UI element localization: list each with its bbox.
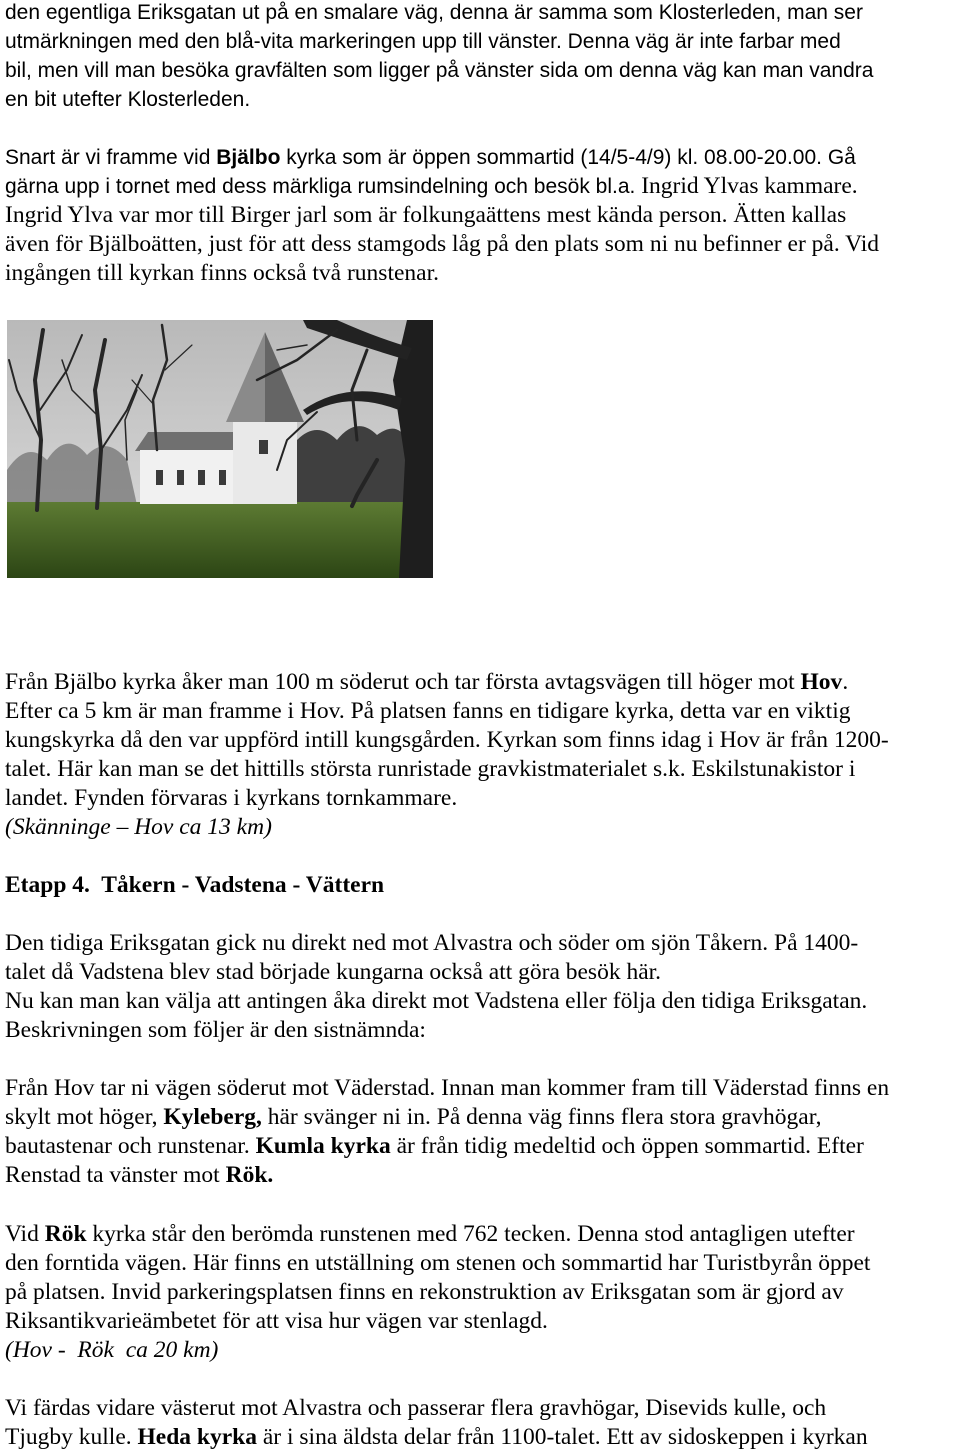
place-name-bold: Rök [44, 1221, 87, 1247]
text-run: kyrka som är öppen sommartid (14/5-4/9) kl. 08.00-20.00. Gå [280, 146, 856, 169]
text-line: Nu kan man kan välja att antingen åka direkt mot Vadstena eller följa den tidiga Eriksgatan. [5, 988, 868, 1014]
paragraph-vaderstad [5, 1074, 955, 1190]
text-line: talet. Här kan man se det hittills största runristade gravkistmaterialet s.k. Eskilstunakistor i [5, 756, 856, 782]
text-run: Från Bjälbo kyrka åker man 100 m söderut och tar första avtagsvägen till höger mot [5, 669, 801, 695]
paragraph-rok [5, 1220, 955, 1365]
church-nave-roof [135, 432, 245, 451]
text-line: den egentliga Eriksgatan ut på en smalare väg, denna är samma som Klosterleden, man ser [5, 1, 863, 24]
church-window [177, 470, 184, 485]
distant-treeline [7, 444, 137, 510]
place-name-bold: Kumla kyrka [255, 1133, 391, 1159]
text-line: ingången till kyrkan finns också två runstenar. [5, 260, 439, 286]
text-run: bautastenar och runstenar. [5, 1133, 256, 1159]
text-line [5, 1161, 955, 1190]
church-photo [7, 320, 433, 578]
text-line [5, 668, 955, 697]
text-line: Från Hov tar ni vägen söderut mot Väderstad. Innan man kommer fram till Väderstad finns en [5, 1075, 890, 1101]
place-name-bold: Bjälbo [216, 146, 281, 169]
text-line: Efter ca 5 km är man framme i Hov. På platsen fanns en tidigare kyrka, detta var en viktig [5, 698, 851, 724]
paragraph-alvastra [5, 1394, 955, 1452]
place-name-bold: Kyleberg, [163, 1104, 262, 1130]
distance-note: (Skänninge – Hov ca 13 km) [5, 814, 272, 840]
tower-body [233, 418, 297, 504]
text-line: talet då Vadstena blev stad började kungarna också att göra besök här. [5, 959, 662, 985]
text-line: Ingrid Ylva var mor till Birger jarl som är folkungaättens mest kända person. Ätten kallas [5, 202, 847, 228]
paragraph-bjalbo-kyrka [5, 143, 955, 288]
text-run: skylt mot höger, [5, 1104, 164, 1130]
church-window [156, 470, 163, 485]
text-run: är från tidig medeltid och öppen sommartid. Efter [390, 1133, 864, 1159]
place-name-bold: Rök. [225, 1162, 274, 1188]
text-line: utmärkningen med den blå-vita markeringen upp till vänster. Denna väg är inte farbar med [5, 30, 841, 53]
text-line [5, 1132, 955, 1161]
text-line [5, 172, 955, 201]
text-line [5, 1423, 955, 1452]
text-line: även för Bjälboätten, just för att dess stamgods låg på den plats som ni nu befinner er på. Vid [5, 231, 879, 257]
text-run: Snart är vi framme vid [5, 146, 217, 169]
text-run: kyrka står den berömda runstenen med 762 tecken. Denna stod antagligen utefter [86, 1221, 855, 1247]
paragraph-takern [5, 929, 955, 1045]
text-line [5, 1220, 955, 1249]
text-run: Ingrid Ylvas kammare. [635, 173, 858, 199]
text-run: Vid [5, 1221, 45, 1247]
text-run: gärna upp i tornet med dess märkliga rumsindelning och besök bl.a. [5, 175, 636, 198]
church-photo-graphic [7, 320, 433, 578]
distant-treeline-right [297, 426, 407, 505]
text-line: Den tidiga Eriksgatan gick nu direkt ned mot Alvastra och söder om sjön Tåkern. På 1400- [5, 930, 859, 956]
text-run: Tjugby kulle. [5, 1424, 138, 1450]
church-window [198, 470, 205, 485]
place-name-bold: Hov [800, 669, 843, 695]
section-heading [5, 871, 955, 900]
text-run: Renstad ta vänster mot [5, 1162, 226, 1188]
text-run: är i sina äldsta delar från 1100-talet. Ett av sidoskeppen i kyrkan [256, 1424, 868, 1450]
text-line: Vi färdas vidare västerut mot Alvastra och passerar flera gravhögar, Disevids kulle, och [5, 1395, 827, 1421]
text-line: en bit utefter Klosterleden. [5, 88, 251, 111]
distance-note: (Hov - Rök ca 20 km) [5, 1337, 219, 1363]
text-line: kungskyrka då den var uppförd intill kungsgården. Kyrkan som finns idag i Hov är från 1200- [5, 727, 889, 753]
church-window [219, 470, 226, 485]
lawn [7, 502, 433, 578]
etapp-heading: Etapp 4. Tåkern - Vadstena - Vättern [5, 872, 385, 898]
text-line: på platsen. Invid parkeringsplatsen finns en rekonstruktion av Eriksgatan som är gjord av [5, 1279, 844, 1305]
text-line: Riksantikvarieämbetet för att visa hur vägen var stenlagd. [5, 1308, 548, 1334]
tower-opening [259, 440, 268, 454]
text-line: landet. Fynden förvaras i kyrkans tornkammare. [5, 785, 458, 811]
text-run: . [842, 669, 849, 695]
text-line: bil, men vill man besöka gravfälten som ligger på vänster sida om denna väg kan man vandra [5, 59, 874, 82]
text-line [5, 143, 955, 172]
text-line: Beskrivningen som följer är den sistnämnda: [5, 1017, 426, 1043]
text-line [5, 1103, 955, 1132]
place-name-bold: Heda kyrka [137, 1424, 257, 1450]
church-building [135, 432, 245, 504]
paragraph-hov [5, 668, 955, 842]
text-run: här svänger ni in. På denna väg finns flera stora gravhögar, [261, 1104, 822, 1130]
text-line: den forntida vägen. Här finns en utställning om stenen och sommartid har Turistbyrån öppet [5, 1250, 871, 1276]
paragraph-eriksgatan-intro [5, 0, 955, 114]
